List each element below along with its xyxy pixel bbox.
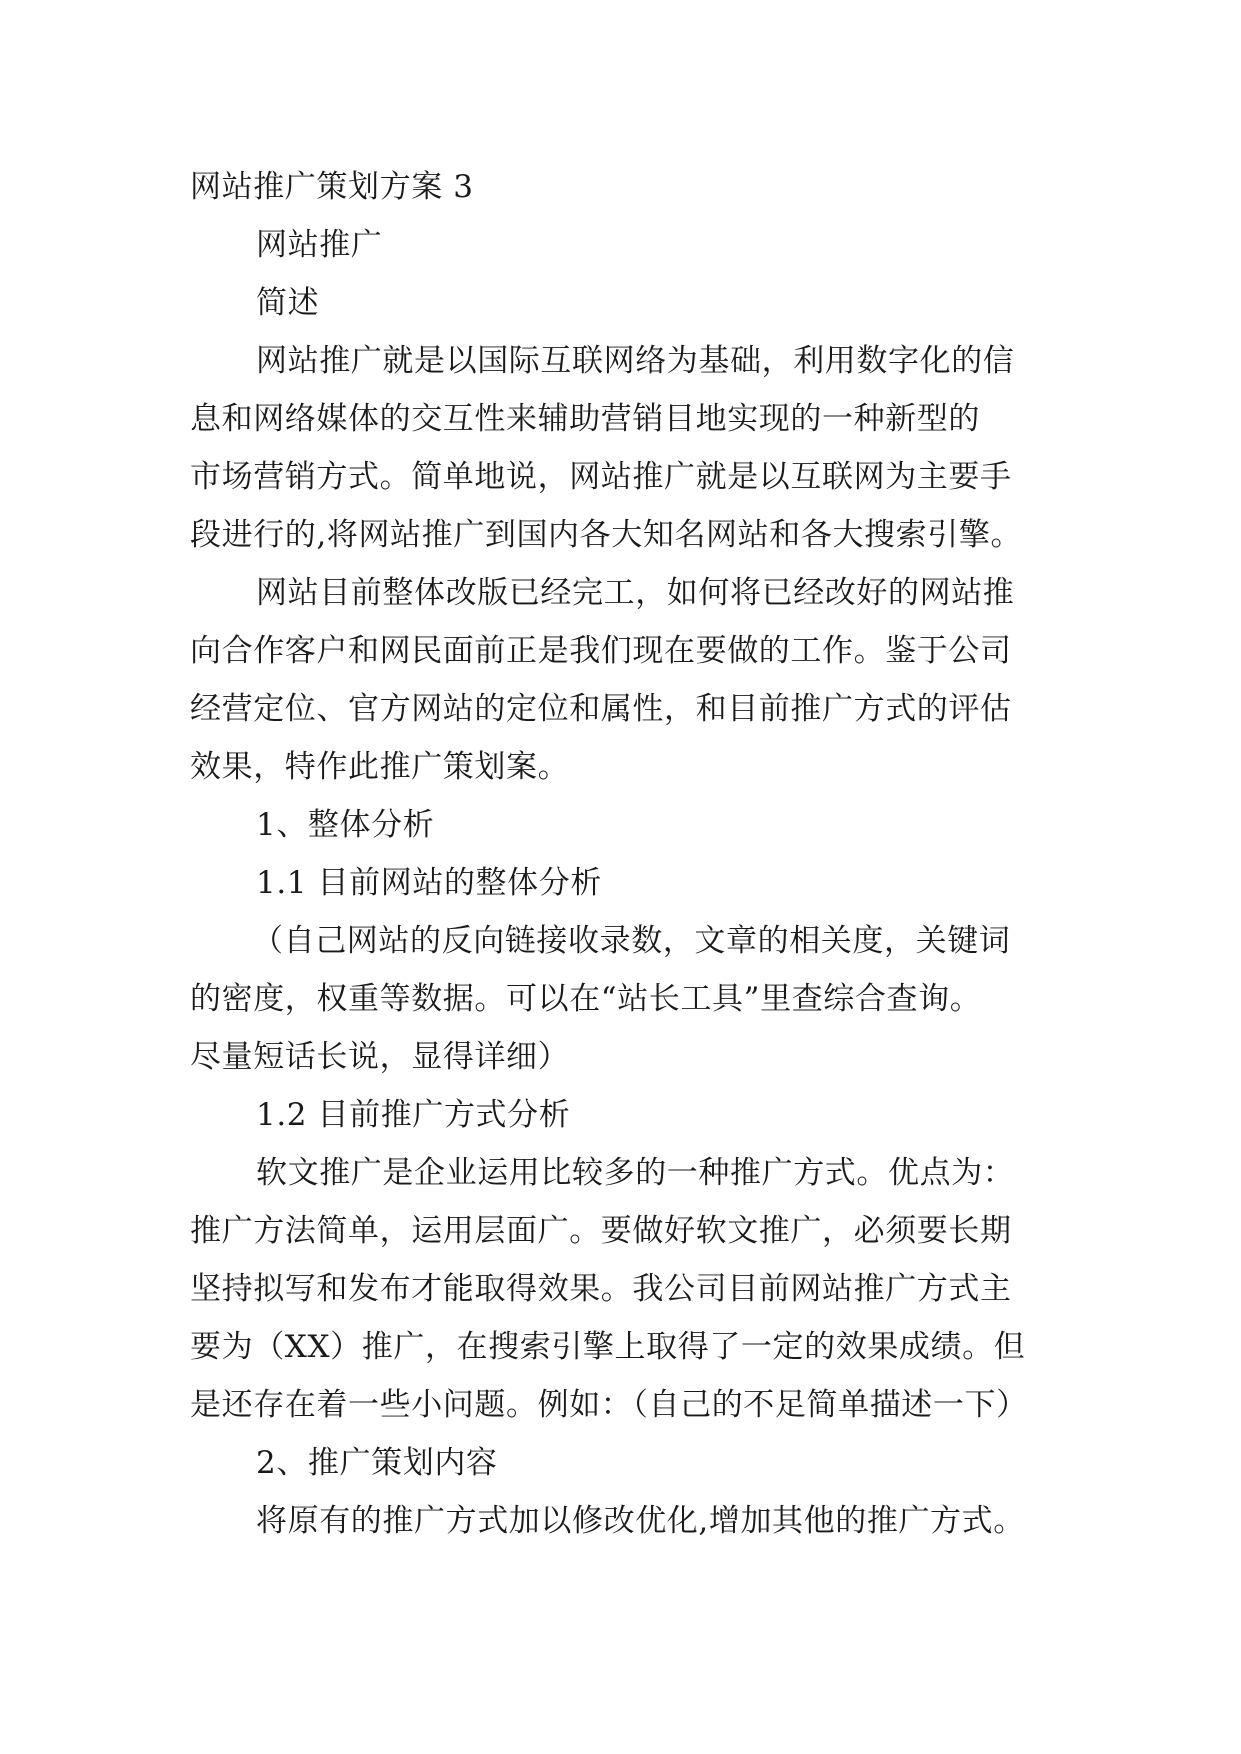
paragraph-line: 息和网络媒体的交互性来辅助营销目地实现的一种新型的: [190, 401, 980, 437]
paragraph-line: 尽量短话长说，显得详细）: [190, 1039, 570, 1075]
paragraph-line: 向合作客户和网民面前正是我们现在要做的工作。鉴于公司: [190, 633, 1012, 669]
section-1-title: 1、整体分析: [256, 807, 435, 843]
paragraph-line: 推广方法简单，运用层面广。要做好软文推广，必须要长期: [190, 1213, 1012, 1249]
section-1-1-title: 1.1 目前网站的整体分析: [256, 865, 602, 901]
paragraph-line: 的密度，权重等数据。可以在“站长工具”里查综合查询。: [190, 981, 982, 1017]
section-2-title: 2、推广策划内容: [256, 1445, 498, 1481]
heading: 网站推广: [256, 227, 383, 263]
paragraph-line: 网站目前整体改版已经完工，如何将已经改好的网站推: [256, 575, 1015, 611]
paragraph-line: 要为（XX）推广，在搜索引擎上取得了一定的效果成绩。但: [190, 1329, 1026, 1365]
paragraph-line: 市场营销方式。简单地说，网站推广就是以互联网为主要手: [190, 459, 1012, 495]
paragraph-line: 网站推广就是以国际互联网络为基础，利用数字化的信: [256, 343, 1015, 379]
section-1-1-note: [190, 912, 1052, 1086]
paragraph-line: 经营定位、官方网站的定位和属性，和目前推广方式的评估: [190, 691, 1012, 727]
section-2-body: 将原有的推广方式加以修改优化,增加其他的推广方式。: [256, 1503, 1025, 1539]
paragraph-line: 效果，特作此推广策划案。: [190, 749, 570, 785]
paragraph-intro: [190, 332, 1052, 564]
paragraph-line: 段进行的,将网站推广到国内各大知名网站和各大搜索引擎。: [190, 517, 1023, 553]
section-1-2-title: 1.2 目前推广方式分析: [256, 1097, 571, 1133]
document-title: 网站推广策划方案 3: [190, 169, 474, 205]
paragraph-line: （自己网站的反向链接收录数，文章的相关度，关键词: [252, 923, 1011, 959]
paragraph-status: [190, 564, 1052, 796]
subheading: 简述: [256, 285, 320, 321]
section-1-2-body: [190, 1144, 1052, 1434]
document-page: [190, 158, 1052, 1550]
paragraph-line: 是还存在着一些小问题。例如：（自己的不足简单描述一下）: [190, 1387, 1028, 1423]
paragraph-line: 软文推广是企业运用比较多的一种推广方式。优点为：: [256, 1155, 1015, 1191]
paragraph-line: 坚持拟写和发布才能取得效果。我公司目前网站推广方式主: [190, 1271, 1012, 1307]
